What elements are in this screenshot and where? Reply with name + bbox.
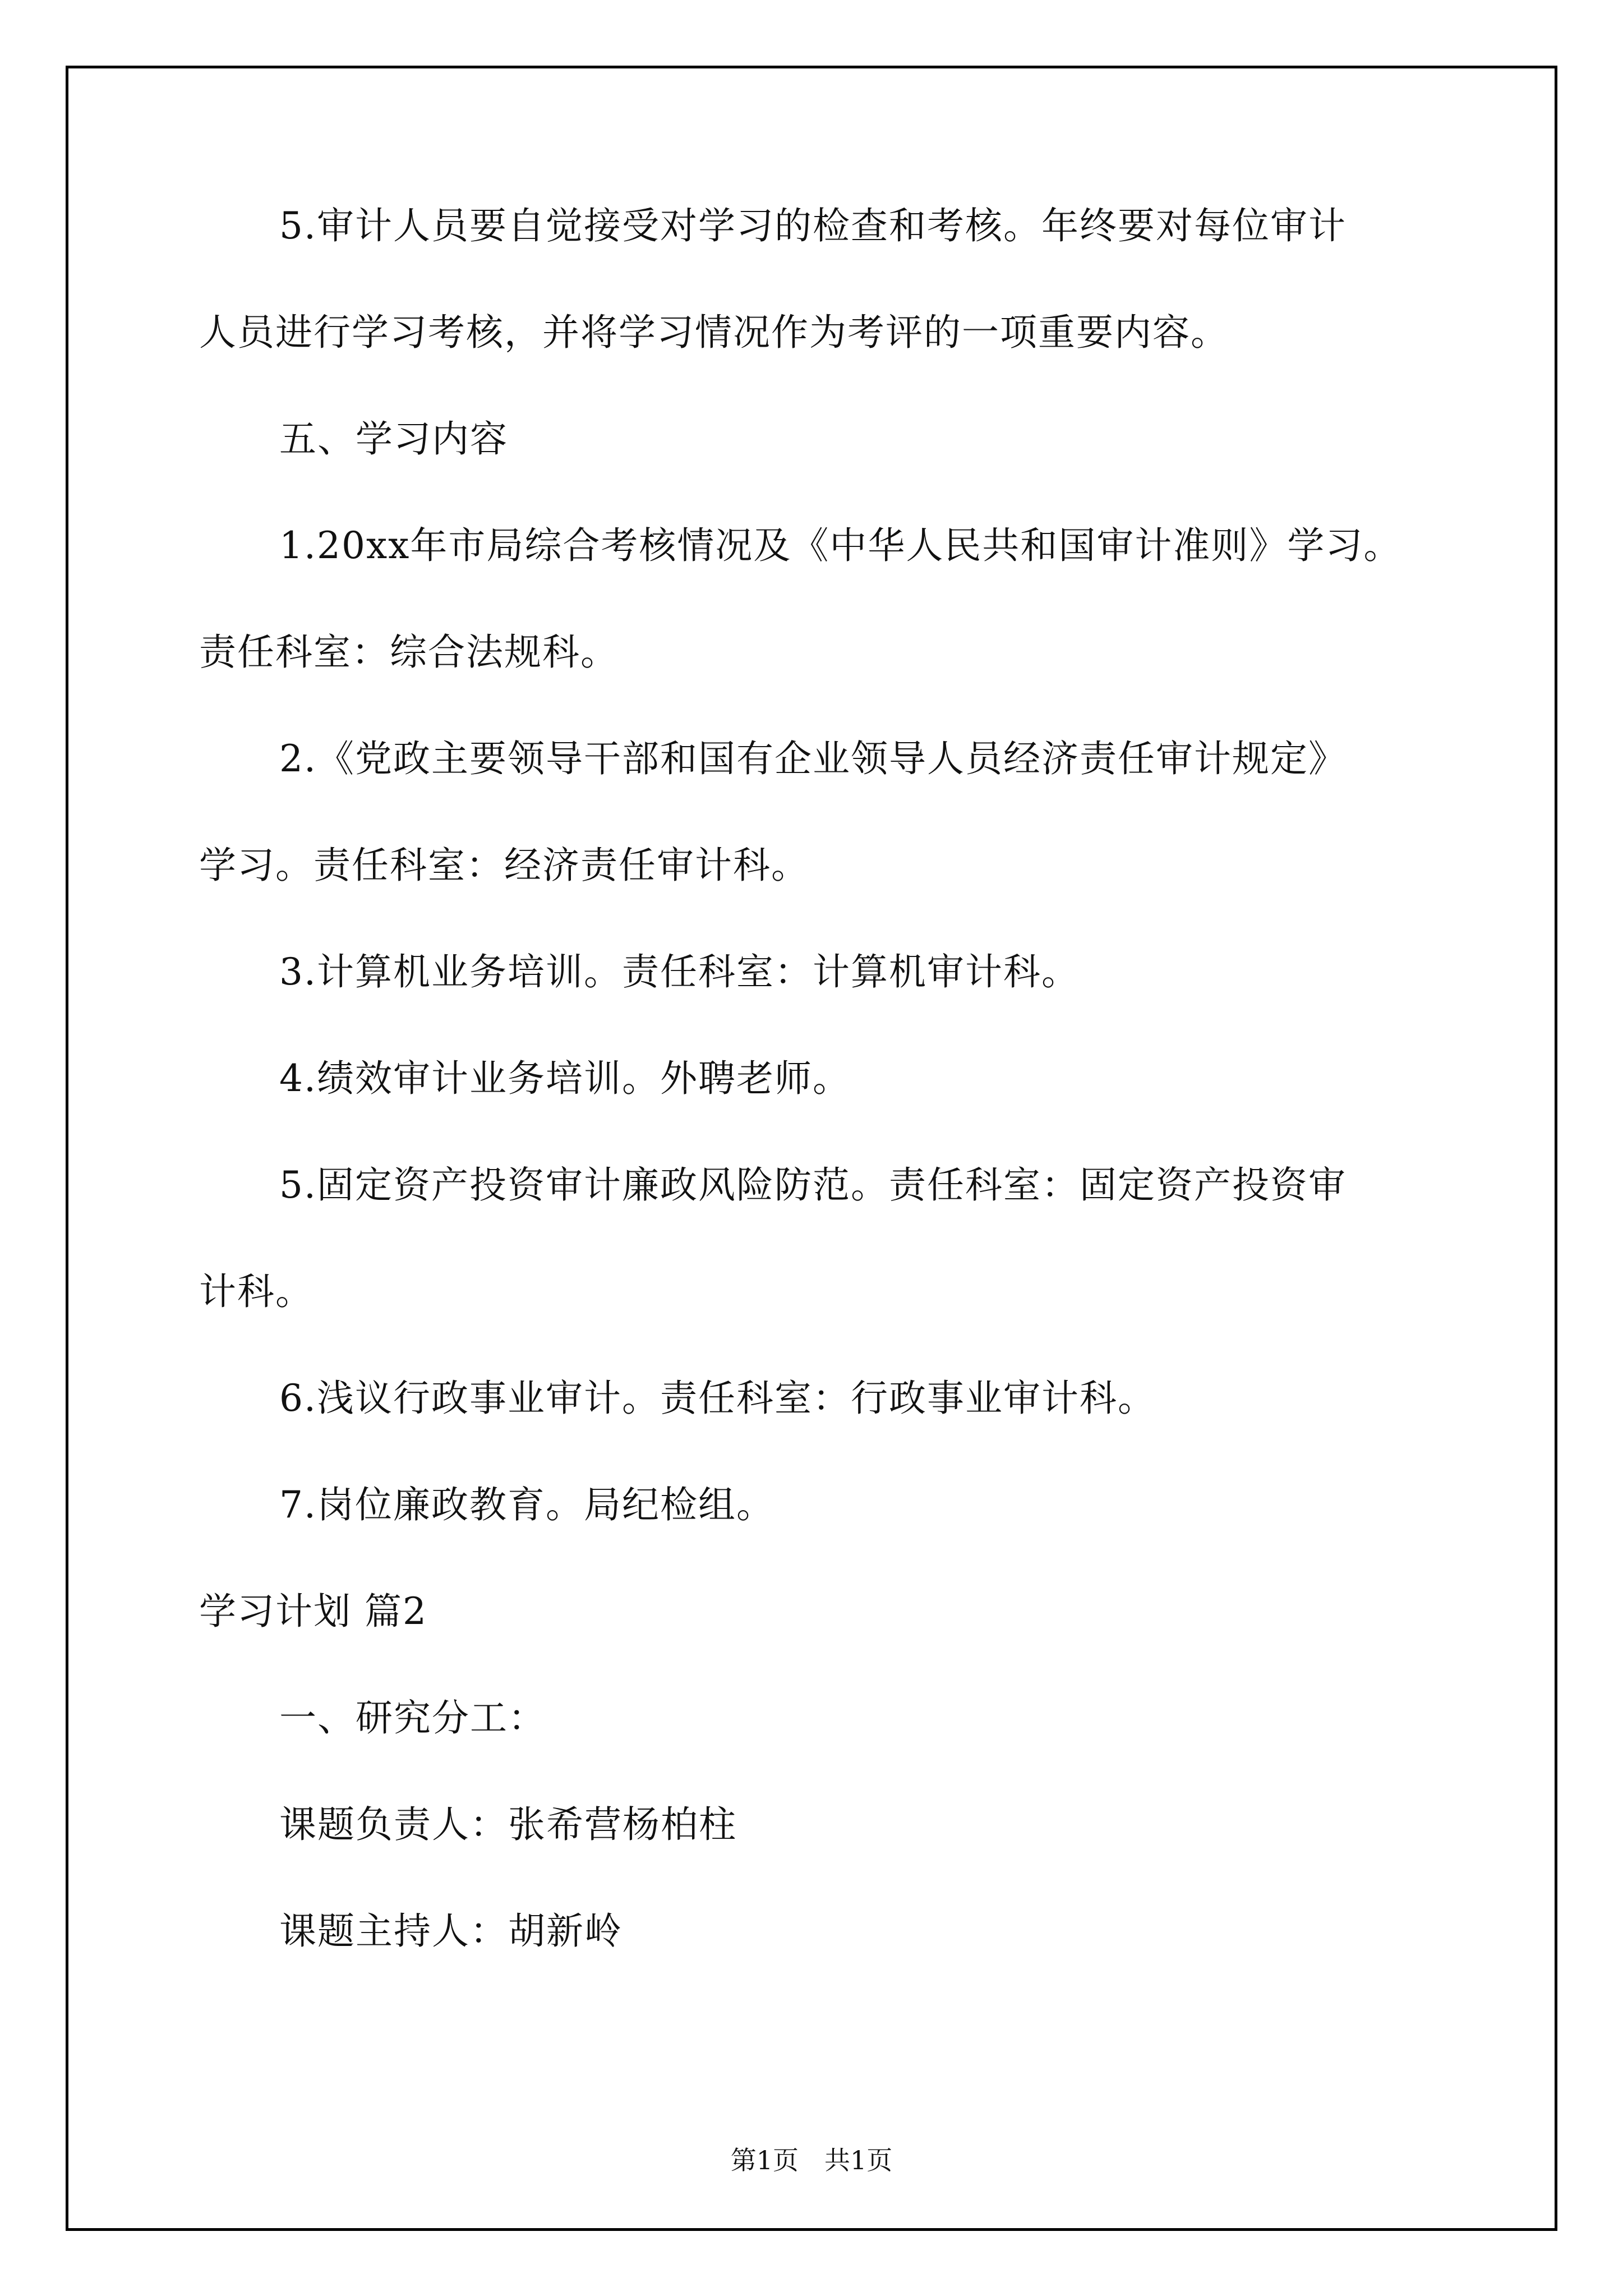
paragraph-line: 课题负责人：张希营杨柏柱 — [279, 1803, 737, 1846]
paragraph-line: 2.《党政主要领导干部和国有企业领导人员经济责任审计规定》 — [279, 737, 1347, 780]
paragraph-line: 5.固定资产投资审计廉政风险防范。责任科室：固定资产投资审 — [279, 1163, 1347, 1207]
paragraph-line: 6.浅议行政事业审计。责任科室：行政事业审计科。 — [279, 1377, 1156, 1420]
paragraph-line: 计科。 — [199, 1270, 313, 1313]
paragraph-line: 人员进行学习考核，并将学习情况作为考评的一项重要内容。 — [199, 311, 1229, 354]
page-footer: 第1页 共1页 — [730, 2145, 893, 2175]
paragraph-line: 7.岗位廉政教育。局纪检组。 — [279, 1483, 774, 1526]
section-heading: 五、学习内容 — [279, 417, 508, 461]
paragraph-line: 1.20xx年市局综合考核情况及《中华人民共和国审计准则》学习。 — [279, 524, 1402, 567]
paragraph-line: 责任科室：综合法规科。 — [199, 631, 619, 674]
article-title: 学习计划 篇2 — [199, 1590, 427, 1633]
paragraph-line: 学习。责任科室：经济责任审计科。 — [199, 844, 809, 887]
page-border — [66, 66, 1557, 2231]
paragraph-line: 4.绩效审计业务培训。外聘老师。 — [279, 1057, 851, 1100]
paragraph-line: 3.计算机业务培训。责任科室：计算机审计科。 — [279, 950, 1080, 993]
paragraph-line: 课题主持人：胡新岭 — [279, 1910, 623, 1953]
paragraph-line: 5.审计人员要自觉接受对学习的检查和考核。年终要对每位审计 — [279, 204, 1347, 247]
section-heading: 一、研究分工： — [279, 1696, 546, 1740]
